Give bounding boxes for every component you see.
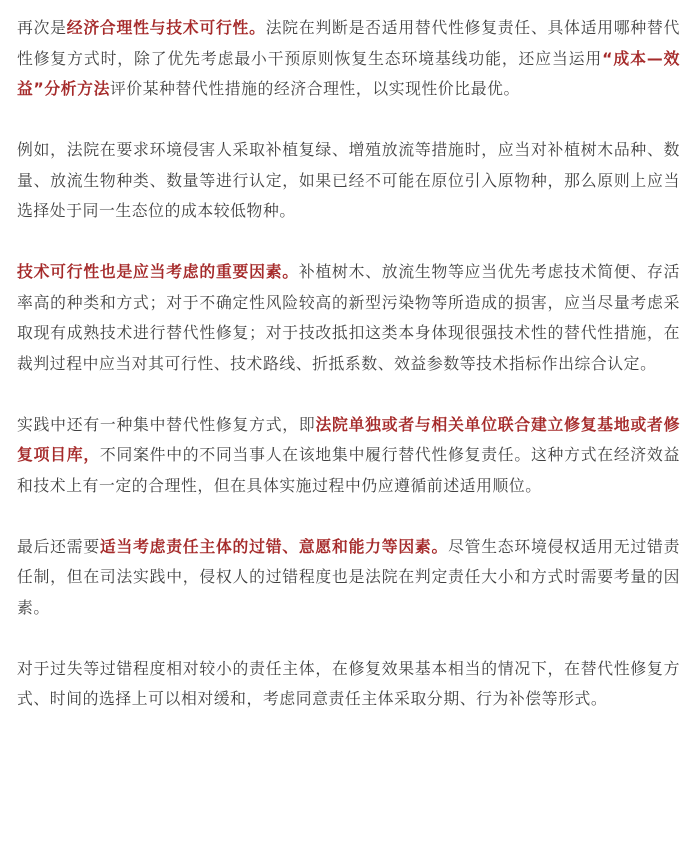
paragraph-text: 对于过失等过错程度相对较小的责任主体，在修复效果基本相当的情况下，在替代性修复方式、时间的选择上可以相对缓和，考虑同意责任主体采取分期、行为补偿等形式。 xyxy=(17,658,680,708)
paragraph-technical-feasibility xyxy=(17,257,680,379)
highlight-heading: 适当考虑责任主体的过错、意愿和能力等因素。 xyxy=(99,536,449,556)
paragraph-text: 实践中还有一种集中替代性修复方式，即 xyxy=(17,414,316,434)
paragraph-text: 再次是 xyxy=(17,18,67,37)
paragraph-centralized-restoration xyxy=(17,410,680,502)
paragraph-text: 例如，法院在要求环境侵害人采取补植复绿、增殖放流等措施时，应当对补植树木品种、数量、放流生物种类、数量等进行认定，如果已经不可能在原位引入原物种，那么原则上应当选择处于同一生态位的成本较低物种。 xyxy=(17,140,680,220)
paragraph-text: 评价某种替代性措施的经济合理性，以实现性价比最优。 xyxy=(109,79,520,98)
paragraph-economic-technical xyxy=(17,13,680,105)
paragraph-example xyxy=(17,135,680,227)
paragraph-text: 尽管生态环境侵权适用无过错责任制，但在司法实践中，侵权人的过错程度也是法院在判定责任大小和方式时需要考量的因素。 xyxy=(17,536,680,617)
paragraph-negligence xyxy=(17,654,680,715)
paragraph-text: 不同案件中的不同当事人在该地集中履行替代性修复责任。这种方式在经济效益和技术上有一定的合理性，但在具体实施过程中仍应遵循前述适用顺位。 xyxy=(17,445,680,495)
paragraph-text: 法院在判断是否适用替代性修复责任、具体适用哪种替代性修复方式时，除了优先考虑最小干预原则恢复生态环境基线功能，还应当运用 xyxy=(17,18,680,68)
highlight-heading: 经济合理性与技术可行性。 xyxy=(66,18,266,37)
paragraph-text: 最后还需要 xyxy=(17,536,100,556)
highlight-term: “成本—效益”分析方法 xyxy=(17,48,680,98)
paragraph-text: 补植树木、放流生物等应当优先考虑技术简便、存活率高的种类和方式；对于不确定性风险较高的新型污染物等所造成的损害，应当尽量考虑采取现有成熟技术进行替代性修复；对于技改抵扣这类本身体现很强技术性的替代性措施，在裁判过程中应当对其可行性、技术路线、折抵系数、效益参数等技术指标作出综合认定。 xyxy=(17,262,680,373)
paragraph-fault-consideration xyxy=(17,532,680,624)
highlight-heading: 技术可行性也是应当考虑的重要因素。 xyxy=(17,262,299,281)
highlight-term: 法院单独或者与相关单位联合建立修复基地或者修复项目库， xyxy=(17,414,680,464)
